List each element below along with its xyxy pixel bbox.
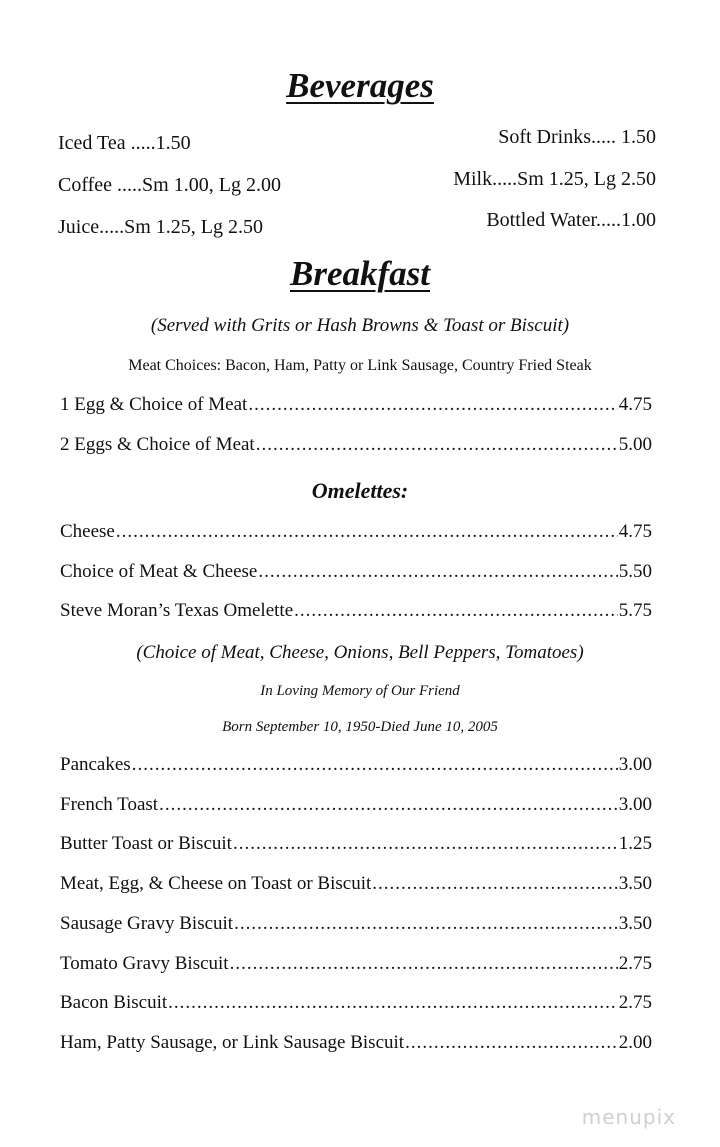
texas-omelette-note: (Choice of Meat, Cheese, Onions, Bell Peppers, Tomatoes) xyxy=(136,642,584,663)
menu-item: Sausage Gravy Biscuit ..... 3.50 xyxy=(60,913,652,935)
menu-item: Butter Toast or Biscuit ..... 1.25 xyxy=(60,833,652,855)
beverage-juice: Juice.....Sm 1.25, Lg 2.50 xyxy=(58,216,263,238)
menu-item: Meat, Egg, & Cheese on Toast or Biscuit ..... 3.50 xyxy=(60,873,652,895)
memory-dates: Born September 10, 1950-Died June 10, 2005 xyxy=(222,719,498,735)
beverages-title: Beverages xyxy=(286,66,434,105)
memory-line: In Loving Memory of Our Friend xyxy=(260,683,460,699)
menu-item: French Toast ..... 3.00 xyxy=(60,794,652,816)
breakfast-heading xyxy=(0,254,720,294)
menu-item: Pancakes ..... 3.00 xyxy=(60,754,652,776)
menu-item: 1 Egg & Choice of Meat ..... 4.75 xyxy=(60,394,652,416)
beverage-iced-tea: Iced Tea .....1.50 xyxy=(58,132,191,154)
beverage-soft-drinks: Soft Drinks..... 1.50 xyxy=(498,126,656,148)
menu-item: Bacon Biscuit ..... 2.75 xyxy=(60,992,652,1014)
meat-choices-note: Meat Choices: Bacon, Ham, Patty or Link Sausage, Country Fried Steak xyxy=(128,357,592,374)
menu-item: Ham, Patty Sausage, or Link Sausage Biscuit ..... 2.00 xyxy=(60,1032,652,1054)
menu-item: Cheese ..... 4.75 xyxy=(60,521,652,543)
omelettes-heading: Omelettes: xyxy=(311,478,409,503)
beverage-coffee: Coffee .....Sm 1.00, Lg 2.00 xyxy=(58,174,281,196)
breakfast-title: Breakfast xyxy=(290,254,430,293)
beverages-heading xyxy=(0,66,720,106)
beverage-bottled-water: Bottled Water.....1.00 xyxy=(486,209,656,231)
menu-item: Choice of Meat & Cheese ..... 5.50 xyxy=(60,561,652,583)
beverage-milk: Milk.....Sm 1.25, Lg 2.50 xyxy=(453,168,656,190)
menupix-watermark: menupix xyxy=(581,1105,676,1129)
served-with-note: (Served with Grits or Hash Browns & Toast or Biscuit) xyxy=(150,315,570,336)
menu-item: 2 Eggs & Choice of Meat ..... 5.00 xyxy=(60,434,652,456)
menu-item: Tomato Gravy Biscuit ..... 2.75 xyxy=(60,953,652,975)
menu-item: Steve Moran’s Texas Omelette ..... 5.75 xyxy=(60,600,652,622)
